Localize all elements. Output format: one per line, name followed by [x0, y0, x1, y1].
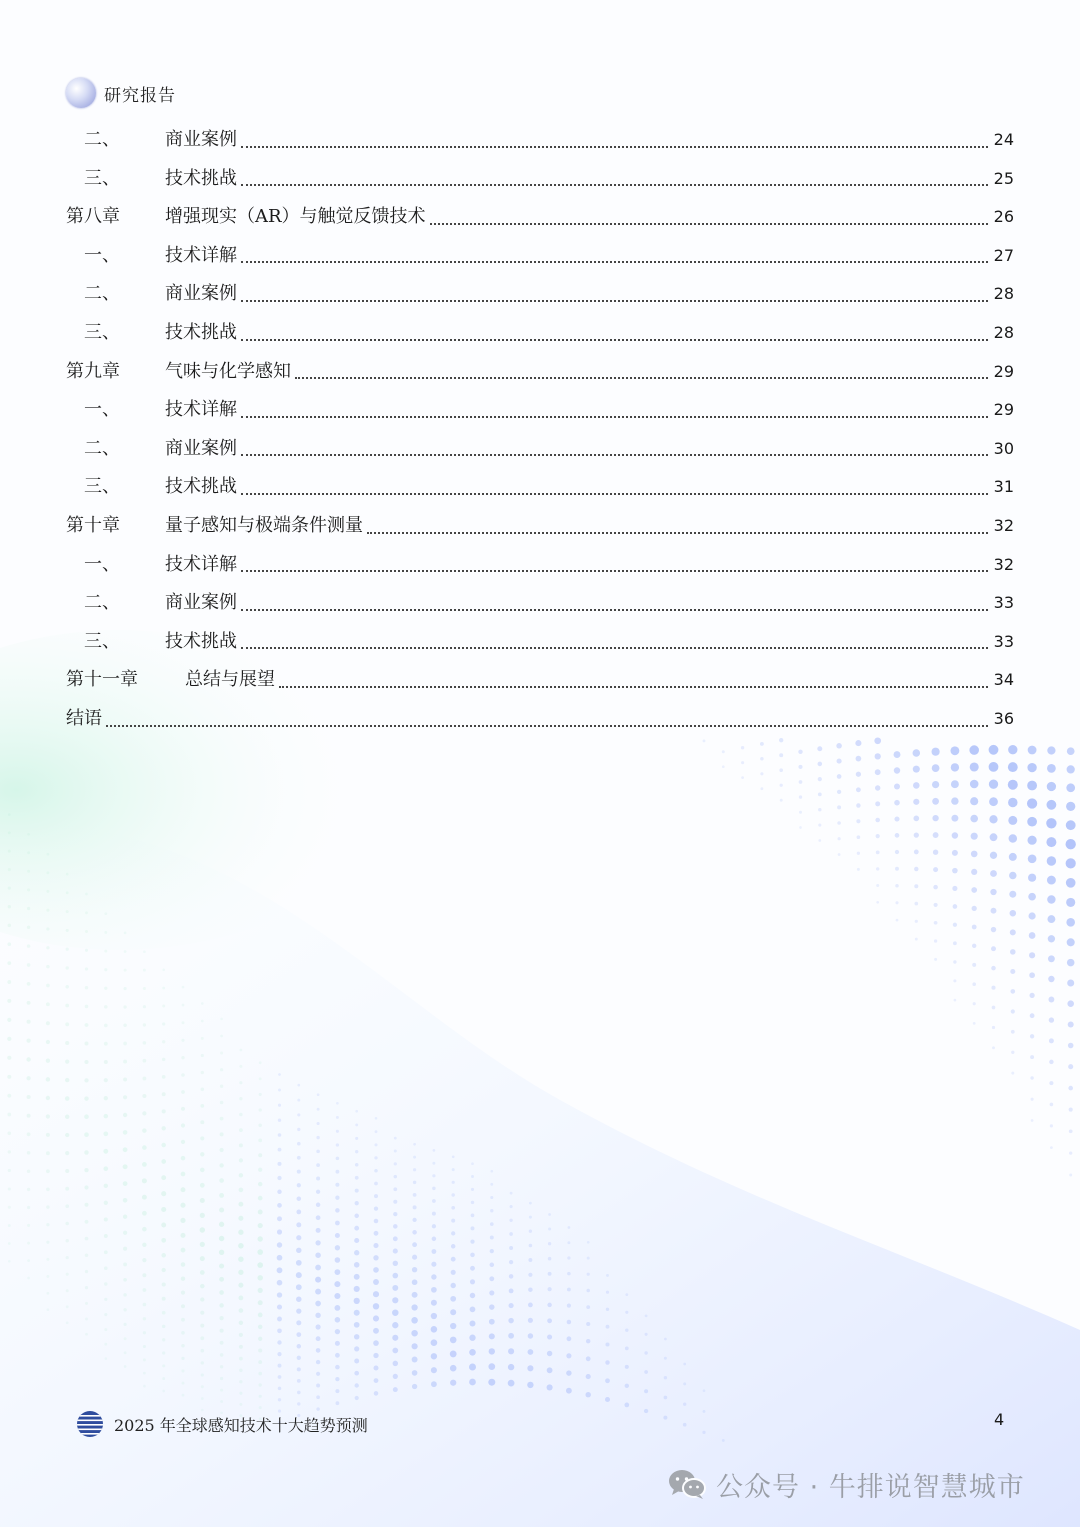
toc-dot-leader [239, 160, 990, 199]
toc-entry-page: 34 [993, 670, 1014, 690]
watermark-text: 公众号 · 牛排说智慧城市 [716, 1471, 1025, 1503]
toc-entry-title: 技术详解 [165, 244, 237, 266]
toc-entry-title: 技术挑战 [165, 321, 237, 343]
footer-page-number: 4 [994, 1410, 1005, 1429]
toc-entry[interactable] [66, 623, 1014, 662]
striped-globe-logo-icon [76, 1410, 104, 1438]
toc-entry-page: 26 [993, 207, 1014, 227]
toc-entry-number: 二、 [84, 592, 120, 614]
toc-dot-leader [277, 661, 990, 700]
toc-entry-page: 24 [993, 130, 1014, 149]
toc-entry-page: 29 [993, 361, 1014, 381]
toc-entry-number: 一、 [84, 244, 120, 266]
page-footer [76, 1408, 368, 1440]
toc-entry[interactable] [66, 237, 1014, 276]
toc-dot-leader [239, 430, 990, 469]
toc-entry-title: 商业案例 [165, 283, 237, 305]
toc-dot-leader [239, 121, 990, 160]
toc-dot-leader [239, 546, 990, 585]
toc-entry-number: 二、 [84, 129, 120, 150]
toc-dot-leader [239, 468, 990, 507]
toc-entry[interactable] [66, 121, 1014, 160]
toc-dot-leader [239, 623, 990, 662]
toc-entry-page: 31 [993, 477, 1014, 497]
toc-entry-page: 27 [993, 245, 1014, 265]
toc-entry-page: 28 [993, 322, 1014, 342]
toc-entry-number: 第九章 [66, 360, 120, 382]
toc-entry[interactable] [66, 468, 1014, 507]
toc-entry-title: 技术详解 [165, 553, 237, 575]
toc-dot-leader [293, 353, 990, 392]
header-title: 研究报告 [104, 85, 176, 106]
toc-dot-leader [104, 700, 990, 739]
toc-entry[interactable] [66, 700, 1014, 739]
toc-entry-page: 33 [993, 631, 1014, 651]
toc-entry-title: 技术挑战 [165, 476, 237, 498]
toc-entry-page: 33 [993, 593, 1014, 613]
toc-entry-page: 29 [993, 400, 1014, 420]
toc-entry[interactable] [66, 584, 1014, 623]
wechat-watermark [668, 1464, 1025, 1504]
toc-entry[interactable] [66, 160, 1014, 199]
toc-entry[interactable] [66, 430, 1014, 469]
toc-entry-page: 25 [993, 168, 1014, 188]
toc-dot-leader [239, 275, 990, 314]
toc-entry[interactable] [66, 507, 1014, 546]
toc-entry[interactable] [66, 314, 1014, 353]
toc-entry-title: 结语 [66, 707, 102, 729]
toc-entry-page: 30 [993, 438, 1014, 458]
toc-dot-leader [239, 391, 990, 430]
toc-entry[interactable] [66, 391, 1014, 430]
toc-entry-number: 三、 [84, 476, 120, 498]
wechat-icon [668, 1468, 706, 1500]
toc-entry-number: 三、 [84, 321, 120, 343]
toc-entry[interactable] [66, 546, 1014, 585]
globe-logo-icon [66, 78, 96, 108]
toc-entry[interactable] [66, 661, 1014, 700]
toc-entry-title: 气味与化学感知 [165, 360, 291, 382]
toc-entry-title: 商业案例 [165, 437, 237, 459]
toc-entry-number: 第十一章 [66, 669, 138, 691]
toc-entry-title: 量子感知与极端条件测量 [165, 514, 363, 536]
toc-entry-number: 三、 [84, 630, 120, 652]
toc-entry-number: 二、 [84, 437, 120, 459]
toc-entry-number: 一、 [84, 553, 120, 575]
toc-entry[interactable] [66, 353, 1014, 392]
toc-entry-number: 第八章 [66, 206, 120, 228]
toc-entry[interactable] [66, 275, 1014, 314]
table-of-contents [66, 121, 1014, 739]
toc-entry-title: 商业案例 [165, 129, 237, 150]
toc-entry-number: 三、 [84, 167, 120, 189]
toc-entry-title: 商业案例 [165, 592, 237, 614]
toc-entry-title: 总结与展望 [185, 669, 275, 691]
footer-report-title: 2025 年全球感知技术十大趋势预测 [114, 1415, 368, 1435]
toc-dot-leader [428, 198, 990, 237]
toc-dot-leader [365, 507, 990, 546]
toc-dot-leader [239, 584, 990, 623]
toc-entry-title: 技术详解 [165, 399, 237, 421]
page-header [66, 78, 176, 108]
toc-entry-page: 32 [993, 554, 1014, 574]
toc-entry-number: 第十章 [66, 514, 120, 536]
toc-entry-title: 技术挑战 [165, 167, 237, 189]
toc-entry-number: 二、 [84, 283, 120, 305]
toc-entry-page: 28 [993, 284, 1014, 304]
toc-entry-number: 一、 [84, 399, 120, 421]
toc-entry-page: 36 [993, 708, 1014, 728]
toc-dot-leader [239, 237, 990, 276]
toc-entry-title: 增强现实（AR）与触觉反馈技术 [165, 206, 426, 228]
toc-entry-page: 32 [993, 515, 1014, 535]
toc-dot-leader [239, 314, 990, 353]
toc-entry-title: 技术挑战 [165, 630, 237, 652]
toc-entry[interactable] [66, 198, 1014, 237]
